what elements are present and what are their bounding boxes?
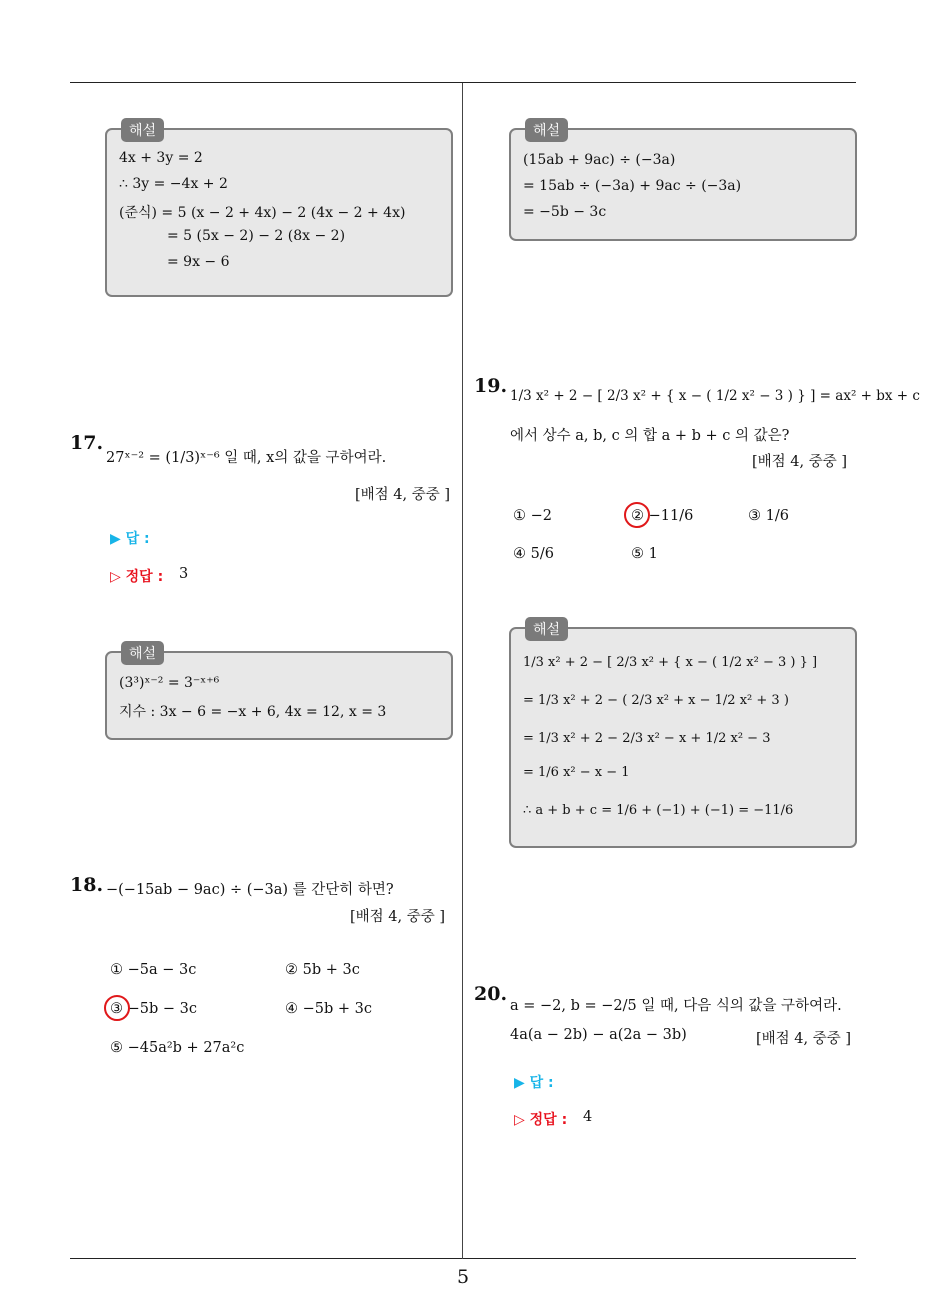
explanation-label: 해설 [525,617,568,641]
explanation-line: = 1/3 x² + 2 − 2/3 x² − x + 1/2 x² − 3 [523,731,771,746]
explanation-line: 4x + 3y = 2 [119,150,203,166]
option-5[interactable]: ⑤ 1 [631,546,658,562]
correct-answer-value: 3 [179,566,189,582]
selected-answer-circle [624,502,650,528]
top-rule [70,82,856,83]
page-number: 5 [456,1266,470,1288]
question-text: −(−15ab − 9ac) ÷ (−3a) 를 간단히 하면? [106,882,394,898]
correct-answer-label: ▷ 정답 : [514,1112,568,1128]
explanation-line: (준식) = 5 (x − 2 + 4x) − 2 (4x − 2 + 4x) [119,205,406,221]
option-4[interactable]: ④ −5b + 3c [285,1001,372,1017]
explanation-line: = −5b − 3c [523,204,607,220]
explanation-line: ∴ 3y = −4x + 2 [119,176,228,192]
answer-label: ▶ 답 : [514,1075,554,1091]
answer-label: ▶ 답 : [110,531,150,547]
explanation-box-17 [105,646,453,740]
explanation-box-19 [509,622,857,848]
question-number: 19. [474,375,508,397]
correct-answer-label: ▷ 정답 : [110,569,164,585]
explanation-line: 1/3 x² + 2 − [ 2/3 x² + { x − ( 1/2 x² − 3 ) } ] [523,655,818,670]
question-number: 18. [70,874,104,896]
explanation-box-16 [105,123,453,297]
explanation-line: (15ab + 9ac) ÷ (−3a) [523,152,676,168]
option-2[interactable]: ② 5b + 3c [285,962,360,978]
option-3[interactable]: ③ −5b − 3c [110,1001,197,1017]
explanation-line: = 9x − 6 [167,254,230,270]
question-points: [배점 4, 중중 ] [350,909,446,925]
explanation-line: = 1/3 x² + 2 − ( 2/3 x² + x − 1/2 x² + 3 ) [523,693,789,708]
question-text: 27ˣ⁻² = (1/3)ˣ⁻⁶ 일 때, x의 값을 구하여라. [106,450,387,466]
selected-answer-circle [104,995,130,1021]
option-4[interactable]: ④ 5/6 [513,546,554,562]
explanation-label: 해설 [121,641,164,665]
explanation-label: 해설 [121,118,164,142]
question-points: [배점 4, 중중 ] [355,487,451,503]
option-1[interactable]: ① −5a − 3c [110,962,197,978]
question-points: [배점 4, 중중 ] [756,1031,852,1047]
explanation-line: = 15ab ÷ (−3a) + 9ac ÷ (−3a) [523,178,742,194]
question-expression: 4a(a − 2b) − a(2a − 3b) [510,1027,687,1043]
explanation-line: ∴ a + b + c = 1/6 + (−1) + (−1) = −11/6 [523,803,794,818]
explanation-line: = 1/6 x² − x − 1 [523,765,630,780]
explanation-label: 해설 [525,118,568,142]
question-text: 1/3 x² + 2 − [ 2/3 x² + { x − ( 1/2 x² − 3 ) } ] = ax² + bx + c [510,388,920,404]
explanation-box-18 [509,123,857,241]
correct-answer-value: 4 [583,1109,593,1125]
question-number: 17. [70,432,104,454]
option-3[interactable]: ③ 1/6 [748,508,789,524]
bottom-rule [70,1258,856,1259]
explanation-line: (3³)ˣ⁻² = 3⁻ˣ⁺⁶ [119,675,220,691]
explanation-line: = 5 (5x − 2) − 2 (8x − 2) [167,228,346,244]
question-text-2: 에서 상수 a, b, c 의 합 a + b + c 의 값은? [510,428,790,444]
option-1[interactable]: ① −2 [513,508,552,524]
question-text: a = −2, b = −2/5 일 때, 다음 식의 값을 구하여라. [510,998,842,1014]
question-points: [배점 4, 중중 ] [752,454,848,470]
question-number: 20. [474,983,508,1005]
column-divider [462,83,463,1259]
option-2[interactable]: ② −11/6 [631,508,694,524]
explanation-line: 지수 : 3x − 6 = −x + 6, 4x = 12, x = 3 [119,704,387,720]
option-5[interactable]: ⑤ −45a²b + 27a²c [110,1040,245,1056]
